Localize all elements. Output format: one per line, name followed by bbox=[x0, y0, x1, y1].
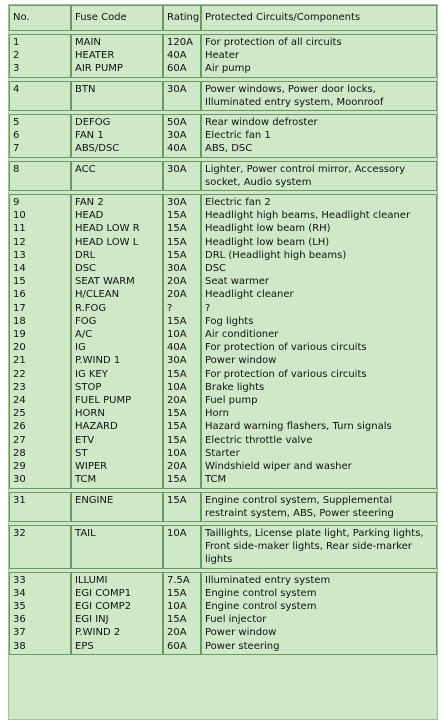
protected-circuit: For protection of all circuits bbox=[205, 37, 342, 48]
table-row bbox=[9, 161, 437, 191]
protected-circuit: For protection of various circuits bbox=[205, 368, 367, 380]
protected-circuit: Headlight cleaner bbox=[205, 289, 294, 301]
fuse-number-cell bbox=[9, 81, 71, 111]
protected-circuit: Air pump bbox=[205, 63, 251, 75]
fuse-number: 19 bbox=[13, 329, 26, 341]
fuse-code: DSC bbox=[75, 263, 97, 275]
fuse-code: ABS/DSC bbox=[75, 143, 120, 155]
fuse-number: 37 bbox=[13, 627, 26, 639]
fuse-number: 30 bbox=[13, 474, 26, 486]
protected-circuit: socket, Audio system bbox=[205, 176, 312, 188]
fuse-rating: 30A bbox=[167, 163, 187, 175]
fuse-rating: 15A bbox=[167, 315, 187, 327]
fuse-code: HEATER bbox=[75, 50, 115, 62]
fuse-number: 3 bbox=[13, 63, 20, 75]
fuse-number: 32 bbox=[13, 527, 26, 539]
fuse-code: P.WIND 2 bbox=[75, 627, 121, 639]
protected-circuit-cell bbox=[201, 492, 437, 522]
fuse-rating: 15A bbox=[167, 223, 187, 235]
fuse-rating: 20A bbox=[167, 289, 187, 301]
fuse-number-cell bbox=[9, 572, 71, 655]
fuse-code: HEAD LOW L bbox=[75, 236, 139, 248]
protected-circuit-cell bbox=[201, 114, 437, 158]
fuse-rating: 120A bbox=[167, 37, 193, 48]
protected-circuit: Brake lights bbox=[205, 381, 265, 393]
protected-circuit: Electric fan 1 bbox=[205, 130, 271, 142]
fuse-number: 28 bbox=[13, 447, 26, 459]
protected-circuit: Power windows, Power door locks, bbox=[205, 83, 376, 95]
fuse-code: EPS bbox=[75, 640, 94, 652]
fuse-rating-cell bbox=[163, 161, 201, 191]
fuse-code: ENGINE bbox=[75, 494, 114, 506]
fuse-table-panel bbox=[8, 4, 438, 720]
fuse-code: SEAT WARM bbox=[75, 276, 135, 288]
fuse-rating-cell bbox=[163, 492, 201, 522]
fuse-code: HAZARD bbox=[75, 421, 118, 433]
fuse-code: HEAD bbox=[75, 210, 104, 222]
fuse-rating: 60A bbox=[167, 640, 187, 652]
fuse-rating: 15A bbox=[167, 587, 187, 599]
protected-circuit: For protection of various circuits bbox=[205, 342, 367, 354]
fuse-number: 23 bbox=[13, 381, 26, 393]
protected-circuit: Power window bbox=[205, 355, 277, 367]
protected-circuit: Illuminated entry system, Moonroof bbox=[205, 96, 384, 108]
table-row bbox=[9, 81, 437, 111]
header-row bbox=[9, 5, 437, 31]
fuse-rating: 20A bbox=[167, 461, 187, 473]
protected-circuit: lights bbox=[205, 554, 233, 566]
fuse-rating: 40A bbox=[167, 342, 187, 354]
fuse-code: A/C bbox=[75, 329, 93, 341]
fuse-rating: 30A bbox=[167, 263, 187, 275]
fuse-rating: 60A bbox=[167, 63, 187, 75]
protected-circuit: Power window bbox=[205, 627, 277, 639]
fuse-code: ETV bbox=[75, 434, 95, 446]
protected-circuit: Illuminated entry system bbox=[205, 574, 331, 586]
fuse-rating: ? bbox=[167, 302, 173, 314]
fuse-code-cell bbox=[71, 525, 163, 569]
fuse-number: 10 bbox=[13, 210, 26, 222]
fuse-code: FOG bbox=[75, 315, 97, 327]
fuse-rating: 15A bbox=[167, 421, 187, 433]
protected-circuit: restraint system, ABS, Power steering bbox=[205, 507, 394, 519]
table-row bbox=[9, 34, 437, 78]
fuse-rating: 30A bbox=[167, 197, 187, 209]
fuse-rating: 10A bbox=[167, 447, 187, 459]
protected-circuit: DSC bbox=[205, 263, 227, 275]
fuse-number: 20 bbox=[13, 342, 26, 354]
protected-circuit: Fuel pump bbox=[205, 395, 258, 407]
fuse-code: HEAD LOW R bbox=[75, 223, 140, 235]
fuse-number: 16 bbox=[13, 289, 26, 301]
fuse-rating: 50A bbox=[167, 117, 187, 129]
fuse-code-cell bbox=[71, 114, 163, 158]
fuse-code-cell bbox=[71, 34, 163, 78]
fuse-code-cell bbox=[71, 492, 163, 522]
fuse-number-cell bbox=[9, 492, 71, 522]
fuse-number: 22 bbox=[13, 368, 26, 380]
fuse-rating-cell bbox=[163, 34, 201, 78]
protected-circuit: Rear window defroster bbox=[205, 117, 318, 129]
fuse-code: DEFOG bbox=[75, 117, 111, 129]
protected-circuit: Seat warmer bbox=[205, 276, 269, 288]
protected-circuit: Fuel injector bbox=[205, 614, 267, 626]
fuse-number: 25 bbox=[13, 408, 26, 420]
fuse-rating: 10A bbox=[167, 600, 187, 612]
fuse-rating-cell bbox=[163, 81, 201, 111]
header-circuits: Protected Circuits/Components bbox=[201, 5, 437, 31]
protected-circuit: ABS, DSC bbox=[205, 143, 253, 155]
fuse-number: 5 bbox=[13, 117, 20, 129]
fuse-code: DRL bbox=[75, 249, 96, 261]
protected-circuit: Hazard warning flashers, Turn signals bbox=[205, 421, 392, 433]
fuse-number: 31 bbox=[13, 494, 26, 506]
fuse-table-body bbox=[9, 31, 437, 655]
header-fuse-code: Fuse Code bbox=[71, 5, 163, 31]
table-row bbox=[9, 194, 437, 488]
fuse-number: 36 bbox=[13, 614, 26, 626]
fuse-number: 11 bbox=[13, 223, 26, 235]
protected-circuit: Power steering bbox=[205, 640, 280, 652]
fuse-number: 33 bbox=[13, 574, 26, 586]
fuse-code: TCM bbox=[75, 474, 97, 486]
protected-circuit: Front side-maker lights, Rear side-marker bbox=[205, 541, 412, 553]
fuse-code: IG bbox=[75, 342, 86, 354]
fuse-code: ILLUMI bbox=[75, 574, 108, 586]
fuse-code-cell bbox=[71, 81, 163, 111]
fuse-rating-cell bbox=[163, 572, 201, 655]
fuse-code: EGI COMP1 bbox=[75, 587, 132, 599]
fuse-number-cell bbox=[9, 525, 71, 569]
fuse-rating: 15A bbox=[167, 368, 187, 380]
protected-circuit: Air conditioner bbox=[205, 329, 279, 341]
fuse-number: 21 bbox=[13, 355, 26, 367]
fuse-table bbox=[9, 5, 437, 655]
protected-circuit: ? bbox=[205, 302, 211, 314]
protected-circuit-cell bbox=[201, 161, 437, 191]
fuse-rating: 40A bbox=[167, 143, 187, 155]
fuse-code: ACC bbox=[75, 163, 96, 175]
fuse-number: 13 bbox=[13, 249, 26, 261]
fuse-number: 27 bbox=[13, 434, 26, 446]
fuse-rating: 40A bbox=[167, 50, 187, 62]
fuse-number: 38 bbox=[13, 640, 26, 652]
fuse-number: 15 bbox=[13, 276, 26, 288]
protected-circuit: Engine control system, Supplemental bbox=[205, 494, 393, 506]
protected-circuit: TCM bbox=[205, 474, 227, 486]
fuse-rating: 20A bbox=[167, 276, 187, 288]
fuse-rating: 15A bbox=[167, 236, 187, 248]
header-rating: Rating bbox=[163, 5, 201, 31]
fuse-code: EGI INJ bbox=[75, 614, 109, 626]
fuse-code-cell bbox=[71, 194, 163, 488]
fuse-number-cell bbox=[9, 161, 71, 191]
table-row bbox=[9, 114, 437, 158]
protected-circuit: Lighter, Power control mirror, Accessory bbox=[205, 163, 406, 175]
table-row bbox=[9, 525, 437, 569]
protected-circuit: Fog lights bbox=[205, 315, 254, 327]
fuse-number: 7 bbox=[13, 143, 20, 155]
protected-circuit: Heater bbox=[205, 50, 239, 62]
fuse-rating: 10A bbox=[167, 381, 187, 393]
fuse-rating: 10A bbox=[167, 527, 187, 539]
fuse-number: 14 bbox=[13, 263, 26, 275]
fuse-code: TAIL bbox=[75, 527, 96, 539]
protected-circuit-cell bbox=[201, 525, 437, 569]
fuse-rating: 30A bbox=[167, 130, 187, 142]
fuse-rating-cell bbox=[163, 525, 201, 569]
fuse-rating: 15A bbox=[167, 408, 187, 420]
fuse-number: 8 bbox=[13, 163, 20, 175]
fuse-rating: 15A bbox=[167, 434, 187, 446]
fuse-number: 4 bbox=[13, 83, 20, 95]
protected-circuit-cell bbox=[201, 81, 437, 111]
fuse-rating: 20A bbox=[167, 395, 187, 407]
fuse-number: 6 bbox=[13, 130, 20, 142]
protected-circuit: Electric fan 2 bbox=[205, 197, 271, 209]
fuse-code: WIPER bbox=[75, 461, 108, 473]
fuse-rating: 15A bbox=[167, 494, 187, 506]
fuse-code: FAN 2 bbox=[75, 197, 104, 209]
header-no: No. bbox=[9, 5, 71, 31]
fuse-number: 1 bbox=[13, 37, 20, 48]
fuse-code: AIR PUMP bbox=[75, 63, 123, 75]
fuse-number: 26 bbox=[13, 421, 26, 433]
fuse-code: IG KEY bbox=[75, 368, 108, 380]
protected-circuit: Headlight low beam (LH) bbox=[205, 236, 330, 248]
fuse-rating-cell bbox=[163, 114, 201, 158]
fuse-code: BTN bbox=[75, 83, 96, 95]
protected-circuit: DRL (Headlight high beams) bbox=[205, 249, 347, 261]
protected-circuit: Starter bbox=[205, 447, 240, 459]
fuse-code-cell bbox=[71, 161, 163, 191]
fuse-number-cell bbox=[9, 114, 71, 158]
fuse-code-cell bbox=[71, 572, 163, 655]
fuse-rating: 30A bbox=[167, 355, 187, 367]
fuse-number-cell bbox=[9, 194, 71, 488]
fuse-number: 17 bbox=[13, 302, 26, 314]
protected-circuit: Horn bbox=[205, 408, 229, 420]
fuse-code: EGI COMP2 bbox=[75, 600, 132, 612]
fuse-code: P.WIND 1 bbox=[75, 355, 121, 367]
protected-circuit: Headlight high beams, Headlight cleaner bbox=[205, 210, 411, 222]
fuse-rating: 30A bbox=[167, 83, 187, 95]
fuse-code: ST bbox=[75, 447, 88, 459]
fuse-number: 29 bbox=[13, 461, 26, 473]
protected-circuit-cell bbox=[201, 34, 437, 78]
fuse-rating: 20A bbox=[167, 627, 187, 639]
fuse-rating-cell bbox=[163, 194, 201, 488]
fuse-code: MAIN bbox=[75, 37, 101, 48]
fuse-code: H/CLEAN bbox=[75, 289, 120, 301]
fuse-number: 24 bbox=[13, 395, 26, 407]
protected-circuit: Taillights, License plate light, Parking lights, bbox=[205, 527, 424, 539]
fuse-rating: 15A bbox=[167, 474, 187, 486]
protected-circuit: Windshield wiper and washer bbox=[205, 461, 352, 473]
fuse-code: FAN 1 bbox=[75, 130, 104, 142]
fuse-number: 35 bbox=[13, 600, 26, 612]
fuse-code: STOP bbox=[75, 381, 102, 393]
fuse-code: FUEL PUMP bbox=[75, 395, 132, 407]
fuse-rating: 15A bbox=[167, 614, 187, 626]
table-row bbox=[9, 572, 437, 655]
fuse-number-cell bbox=[9, 34, 71, 78]
fuse-rating: 7.5A bbox=[167, 574, 190, 586]
fuse-code: R.FOG bbox=[75, 302, 107, 314]
protected-circuit: Engine control system bbox=[205, 587, 317, 599]
protected-circuit: Electric throttle valve bbox=[205, 434, 313, 446]
protected-circuit-cell bbox=[201, 194, 437, 488]
protected-circuit-cell bbox=[201, 572, 437, 655]
table-row bbox=[9, 492, 437, 522]
fuse-number: 12 bbox=[13, 236, 26, 248]
protected-circuit: Headlight low beam (RH) bbox=[205, 223, 331, 235]
fuse-number: 2 bbox=[13, 50, 20, 62]
protected-circuit: Engine control system bbox=[205, 600, 317, 612]
fuse-number: 18 bbox=[13, 315, 26, 327]
fuse-rating: 15A bbox=[167, 210, 187, 222]
fuse-code: HORN bbox=[75, 408, 105, 420]
fuse-number: 34 bbox=[13, 587, 26, 599]
fuse-number: 9 bbox=[13, 197, 20, 209]
fuse-rating: 10A bbox=[167, 329, 187, 341]
fuse-rating: 15A bbox=[167, 249, 187, 261]
